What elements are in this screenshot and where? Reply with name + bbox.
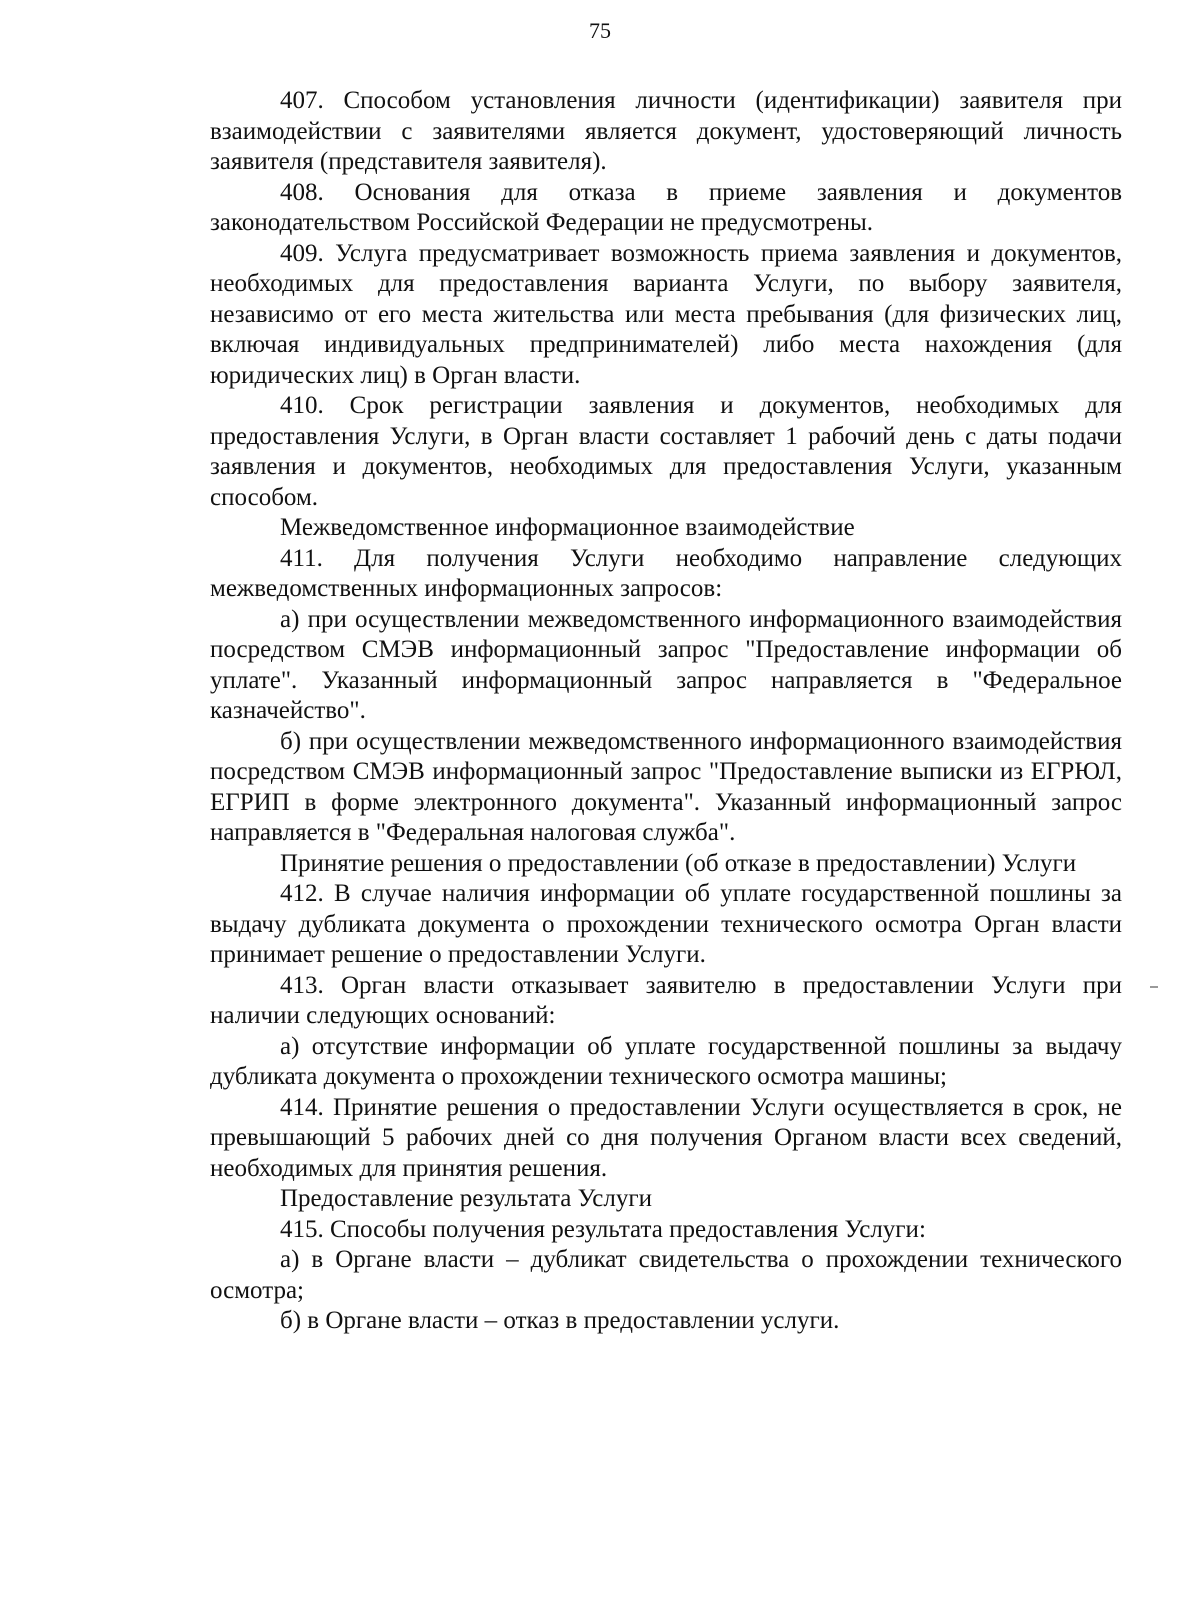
paragraph-415-b: б) в Органе власти – отказ в предоставлении услуги.	[280, 1307, 840, 1334]
paragraph-408: 408. Основания для отказа в приеме заявления и документов законодательством Российской Федерации не предусмотрены.	[210, 178, 1122, 236]
paragraph-415: 415. Способы получения результата предоставления Услуги:	[280, 1215, 926, 1243]
page-number: 75	[589, 18, 611, 43]
section-heading-result: Предоставление результата Услуги	[280, 1185, 652, 1212]
paragraph-411-a: а) при осуществлении межведомственного информационного взаимодействия посредством СМЭВ информационный запрос "Предоставление информации об уплате". Указанный информационный запрос направляется в "Федеральное казначейство".	[210, 605, 1122, 724]
section-heading-decision: Принятие решения о предоставлении (об отказе в предоставлении) Услуги	[280, 849, 1077, 877]
paragraph-412: 412. В случае наличия информации об уплате государственной пошлины за выдачу дубликата документа о прохождении технического осмотра Орган власти принимает решение о предоставлении Услуги.	[210, 880, 1122, 968]
paragraph-409: 409. Услуга предусматривает возможность приема заявления и документов, необходимых для предоставления варианта Услуги, по выбору заявителя, независимо от его места жительства или места пребывания (для физических лиц, включая индивидуальных предпринимателей) либо места нахождения (для юридических лиц) в Орган власти.	[210, 239, 1122, 389]
paragraph-410: 410. Срок регистрации заявления и документов, необходимых для предоставления Услуги, в Орган власти составляет 1 рабочий день с даты подачи заявления и документов, необходимых для предоставления Услуги, указанным способом.	[210, 392, 1122, 511]
paragraph-413: 413. Орган власти отказывает заявителю в предоставлении Услуги при наличии следующих оснований:	[210, 971, 1122, 1029]
paragraph-413-a: а) отсутствие информации об уплате государственной пошлины за выдачу дубликата документа о прохождении технического осмотра машины;	[210, 1032, 1122, 1090]
document-body	[210, 86, 1122, 1337]
paragraph-411-b: б) при осуществлении межведомственного информационного взаимодействия посредством СМЭВ информационный запрос "Предоставление выписки из ЕГРЮЛ, ЕГРИП в форме электронного документа". Указанный информационный запрос направляется в "Федеральная налоговая служба".	[210, 727, 1122, 846]
paragraph-411: 411. Для получения Услуги необходимо направление следующих межведомственных информационных запросов:	[210, 544, 1122, 602]
scan-artifact-mark	[1150, 986, 1158, 988]
section-heading-interagency: Межведомственное информационное взаимодействие	[280, 514, 855, 541]
paragraph-415-a: а) в Органе власти – дубликат свидетельства о прохождении технического осмотра;	[210, 1246, 1122, 1304]
paragraph-414: 414. Принятие решения о предоставлении Услуги осуществляется в срок, не превышающий 5 рабочих дней со дня получения Органом власти всех сведений, необходимых для принятия решения.	[210, 1093, 1122, 1182]
paragraph-407: 407. Способом установления личности (идентификации) заявителя при взаимодействии с заявителями является документ, удостоверяющий личность заявителя (представителя заявителя).	[210, 87, 1122, 175]
